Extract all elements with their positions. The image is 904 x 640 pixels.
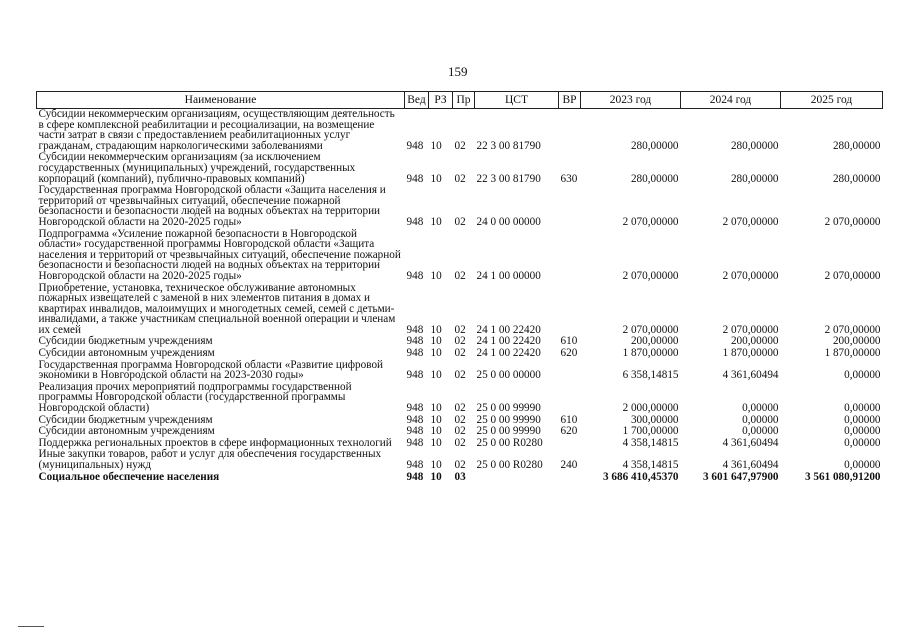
cell-pr: 02 (454, 369, 466, 382)
cell-vr (559, 438, 581, 450)
cell-y2025: 0,00000 (844, 425, 881, 438)
cell-pr: 02 (454, 172, 466, 185)
footer-rule (18, 626, 44, 627)
cell-pr: 02 (454, 323, 466, 336)
table-row (37, 185, 883, 228)
cell-rz: 10 (430, 215, 442, 228)
cell-rz: 10 (430, 369, 442, 382)
cell-ved: 948 (406, 425, 424, 438)
cell-y2024: 2 070,00000 (722, 269, 779, 282)
cell-pr: 02 (454, 459, 466, 471)
cell-y2023: 1 700,00000 (622, 425, 679, 438)
cell-rz: 10 (430, 459, 442, 471)
cell-pr: 03 (454, 470, 466, 483)
table-row (37, 360, 883, 382)
cell-ved: 948 (406, 347, 424, 360)
cell-ved: 948 (406, 470, 424, 483)
table-row (37, 348, 883, 360)
cell-y2023: 300,00000 (630, 413, 679, 426)
cell-vr: 240 (560, 459, 578, 471)
cell-y2023: 2 070,00000 (622, 269, 679, 282)
cell-y2024: 0,00000 (742, 402, 779, 415)
cell-cst: 24 1 00 22420 (476, 335, 541, 348)
cell-y2025: 0,00000 (844, 402, 881, 415)
cell-cst: 25 0 00 99990 (476, 413, 541, 426)
cell-y2024: 3 601 647,97900 (702, 470, 779, 483)
cell-y2025: 2 070,00000 (824, 269, 881, 282)
header-ved: Вед (405, 92, 429, 109)
cell-y2023: 2 000,00000 (622, 402, 679, 415)
cell-pr: 02 (454, 215, 466, 228)
table-row (37, 283, 883, 337)
cell-name: Иные закупки товаров, работ и услуг для обеспечения государственных (муниципальных) нужд (38, 448, 382, 471)
cell-y2025: 0,00000 (844, 369, 881, 382)
cell-y2025: 280,00000 (832, 139, 881, 152)
cell-y2024: 4 361,60494 (722, 369, 779, 382)
cell-y2023: 280,00000 (630, 172, 679, 185)
cell-name: Субсидии автономным учреждениям (38, 425, 215, 438)
header-name: Наименование (37, 92, 405, 109)
budget-table (36, 91, 883, 482)
header-cst: ЦСТ (475, 92, 559, 109)
cell-rz: 10 (430, 335, 442, 348)
cell-cst: 22 3 00 81790 (476, 172, 541, 185)
table-row (37, 449, 883, 471)
cell-name: Реализация прочих мероприятий подпрограммы государственной программы Новгородской области (государственной программы Новгородской области) (38, 380, 352, 415)
cell-cst: 25 0 00 R0280 (476, 436, 543, 449)
cell-ved: 948 (406, 269, 424, 282)
cell-y2025: 280,00000 (832, 172, 881, 185)
cell-rz: 10 (430, 323, 442, 336)
page-number: 159 (448, 64, 468, 79)
cell-ved: 948 (406, 413, 424, 426)
header-2024: 2024 год (681, 92, 781, 109)
cell-cst: 24 1 00 22420 (476, 347, 541, 360)
cell-y2023: 3 686 410,45370 (602, 470, 679, 483)
cell-vr: 620 (560, 425, 578, 438)
cell-y2023: 4 358,14815 (622, 436, 679, 449)
cell-vr: 610 (560, 335, 578, 348)
cell-pr: 02 (454, 413, 466, 426)
cell-y2024: 1 870,00000 (722, 347, 779, 360)
cell-ved: 948 (406, 459, 424, 471)
cell-y2025: 0,00000 (844, 413, 881, 426)
cell-pr: 02 (454, 402, 466, 415)
cell-ved: 948 (406, 139, 424, 152)
cell-y2024: 0,00000 (742, 425, 779, 438)
cell-y2024: 4 361,60494 (722, 459, 779, 471)
table-row (37, 152, 883, 185)
cell-cst: 22 3 00 81790 (476, 139, 541, 152)
cell-rz: 10 (430, 269, 442, 282)
cell-y2025: 200,00000 (832, 335, 881, 348)
cell-pr: 02 (454, 335, 466, 348)
cell-vr: 630 (560, 172, 578, 185)
cell-cst: 24 0 00 00000 (476, 215, 541, 228)
cell-y2024: 4 361,60494 (722, 436, 779, 449)
cell-name: Субсидии бюджетным учреждениям (38, 335, 213, 348)
cell-ved: 948 (406, 402, 424, 415)
header-vr: ВР (559, 92, 581, 109)
total-row (37, 472, 883, 483)
cell-rz: 10 (430, 413, 442, 426)
cell-y2025: 1 870,00000 (824, 347, 881, 360)
cell-ved: 948 (406, 215, 424, 228)
cell-y2023: 4 358,14815 (622, 459, 679, 471)
cell-pr: 02 (454, 139, 466, 152)
cell-y2024: 2 070,00000 (722, 215, 779, 228)
cell-name: Социальное обеспечение населения (38, 470, 220, 483)
cell-name: Подпрограмма «Усиление пожарной безопасности в Новгородской области» государственной программы Новгородской области «Защита населения и территорий от чрезвычайных ситуаций, обеспечение пожарной безопасности и безопасности людей на водных объектах на территории Новгородской области на 2020-2025 годы» (38, 227, 401, 282)
cell-pr: 02 (454, 436, 466, 449)
cell-y2025: 0,00000 (844, 459, 881, 471)
cell-rz: 10 (430, 470, 442, 483)
cell-ved: 948 (406, 323, 424, 336)
cell-cst: 24 1 00 00000 (476, 269, 541, 282)
cell-cst: 25 0 00 99990 (476, 425, 541, 438)
table-row (37, 382, 883, 415)
header-rz: РЗ (429, 92, 453, 109)
cell-y2023: 2 070,00000 (622, 323, 679, 336)
cell-ved: 948 (406, 436, 424, 449)
cell-rz: 10 (430, 139, 442, 152)
cell-name: Государственная программа Новгородской области «Защита населения и территорий от чрезвычайных ситуаций, обеспечение пожарной безопасности и безопасности людей на водных объектах на территории Новгородской области на 2020-2025 годы» (38, 184, 386, 228)
cell-cst: 25 0 00 99990 (476, 402, 541, 415)
cell-y2025: 0,00000 (844, 436, 881, 449)
cell-y2023: 200,00000 (630, 335, 679, 348)
cell-name: Субсидии некоммерческим организациям (за исключением государственных (муниципальных) учреждений, государственных корпораций (компаний), публично-правовых компаний) (38, 151, 356, 185)
cell-rz: 10 (430, 436, 442, 449)
cell-vr (559, 109, 581, 153)
cell-vr (559, 229, 581, 283)
cell-y2024: 280,00000 (730, 139, 779, 152)
cell-pr: 02 (454, 347, 466, 360)
cell-y2023: 6 358,14815 (622, 369, 679, 382)
cell-rz: 10 (430, 347, 442, 360)
cell-cst: 24 1 00 22420 (476, 323, 541, 336)
header-pr: Пр (453, 92, 475, 109)
cell-cst: 25 0 00 00000 (476, 369, 541, 382)
cell-pr: 02 (454, 269, 466, 282)
cell-y2024: 200,00000 (730, 335, 779, 348)
cell-name: Приобретение, установка, техническое обслуживание автономных пожарных извещателей с заменой в них элементов питания в домах и квартирах инвалидов, малоимущих и многодетных семей, семей с детьми-инвалидами, а также участникам специальной военной операции и членам их семей (38, 281, 396, 336)
cell-vr (559, 185, 581, 228)
cell-rz: 10 (430, 172, 442, 185)
cell-name: Государственная программа Новгородской области «Развитие цифровой экономики в Новгородской области на 2023-2030 годы» (38, 358, 384, 382)
cell-y2025: 2 070,00000 (824, 215, 881, 228)
cell-y2025: 3 561 080,91200 (804, 470, 881, 483)
cell-vr: 620 (560, 347, 578, 360)
cell-name: Субсидии бюджетным учреждениям (38, 413, 213, 426)
header-2023: 2023 год (581, 92, 681, 109)
cell-vr (559, 382, 581, 415)
cell-rz: 10 (430, 425, 442, 438)
cell-ved: 948 (406, 172, 424, 185)
cell-y2023: 2 070,00000 (622, 215, 679, 228)
cell-y2024: 0,00000 (742, 413, 779, 426)
header-2025: 2025 год (781, 92, 883, 109)
cell-y2023: 1 870,00000 (622, 347, 679, 360)
cell-cst (475, 472, 559, 483)
cell-y2024: 280,00000 (730, 172, 779, 185)
table-header-row (37, 92, 883, 109)
cell-y2025: 2 070,00000 (824, 323, 881, 336)
cell-vr (559, 472, 581, 483)
cell-name: Субсидии автономным учреждениям (38, 347, 215, 360)
cell-name: Субсидии некоммерческим организациям, осуществляющим деятельность в сфере комплексной реабилитации и ресоциализации, на возмещение части затрат в связи с предоставлением реабилитационных услуг гражданам, страдающим наркологическими заболеваниями (38, 108, 395, 152)
cell-cst: 25 0 00 R0280 (476, 459, 543, 471)
cell-rz: 10 (430, 402, 442, 415)
table-row (37, 109, 883, 153)
cell-ved: 948 (406, 335, 424, 348)
cell-vr: 610 (560, 413, 578, 426)
cell-pr: 02 (454, 425, 466, 438)
cell-ved: 948 (406, 369, 424, 382)
table-row (37, 229, 883, 283)
cell-y2023: 280,00000 (630, 139, 679, 152)
cell-vr (559, 283, 581, 337)
cell-y2024: 2 070,00000 (722, 323, 779, 336)
cell-vr (559, 360, 581, 382)
cell-name: Поддержка региональных проектов в сфере информационных технологий (38, 436, 392, 449)
